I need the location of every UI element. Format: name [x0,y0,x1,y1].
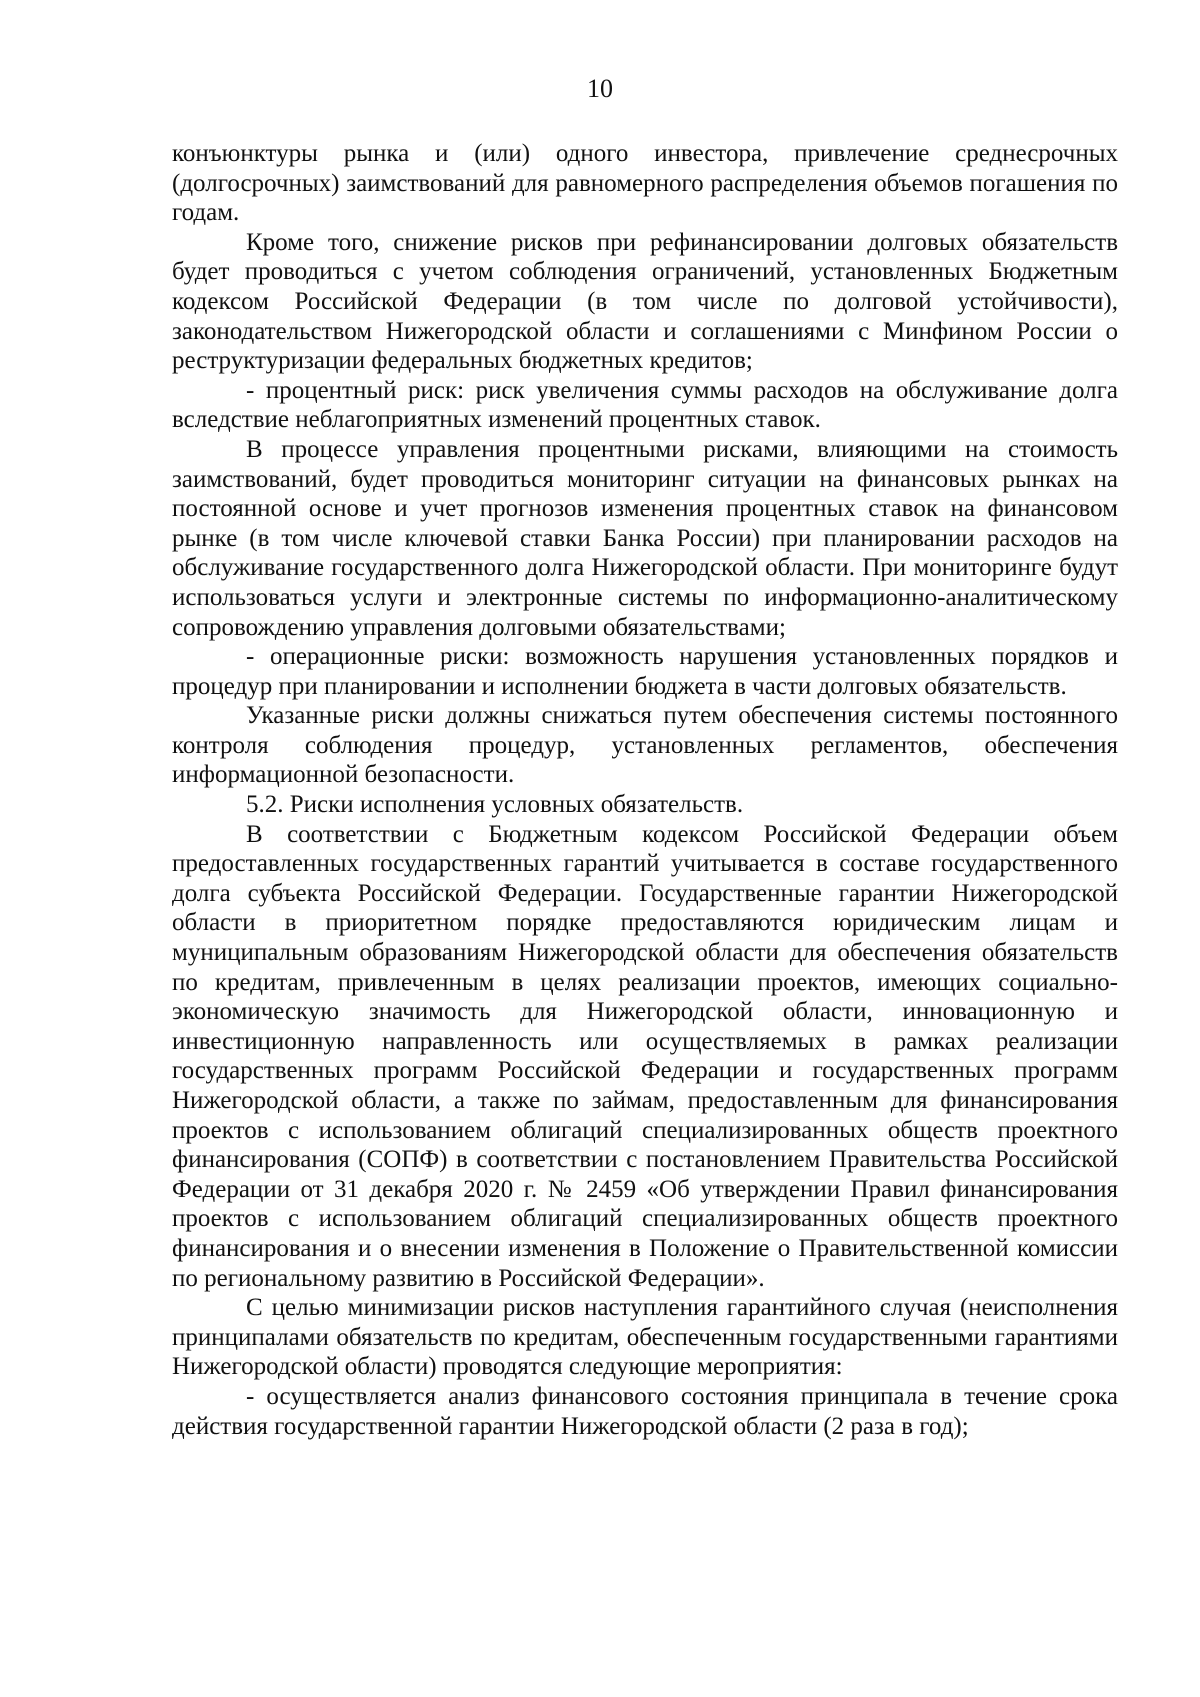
paragraph-guarantee-measures: С целью минимизации рисков наступления гарантийного случая (неисполнения принципалами обязательств по кредитам, обеспеченным государственными гарантиями Нижегородской области) проводятся следующие мероприятия: [172,1294,1118,1381]
paragraph-operational-risk: - операционные риски: возможность нарушения установленных порядков и процедур при планировании и исполнении бюджета в части долговых обязательств. [172,643,1118,700]
paragraph-continuation: конъюнктуры рынка и (или) одного инвестора, привлечение среднесрочных (долгосрочных) заимствований для равномерного распределения объемов погашения по годам. [172,140,1118,227]
paragraph-interest-risk-management: В процессе управления процентными рисками, влияющими на стоимость заимствований, будет проводиться мониторинг ситуации на финансовых рынках на постоянной основе и учет прогнозов изменения процентных ставок на финансовом рынке (в том числе ключевой ставки Банка России) при планировании расходов на обслуживание государственного долга Нижегородской области. При мониторинге будут использоваться услуги и электронные системы по информационно-аналитическому сопровождению управления долговыми обязательствами; [172,435,1118,641]
paragraph-state-guarantees: В соответствии с Бюджетным кодексом Российской Федерации объем предоставленных государственных гарантий учитывается в составе государственного долга субъекта Российской Федерации. Государственные гарантии Нижегородской области в приоритетном порядке предоставляются юридическим лицам и муниципальным образованиям Нижегородской области для обеспечения обязательств по кредитам, привлеченным в целях реализации проектов, имеющих социально-экономическую значимость для Нижегородской области, инновационную и инвестиционную направленность или осуществляемых в рамках реализации государственных программ Российской Федерации и государственных программ Нижегородской области, а также по займам, предоставленным для финансирования проектов с использованием облигаций специализированных обществ проектного финансирования (СОПФ) в соответствии с постановлением Правительства Российской Федерации от 31 декабря 2020 г. № 2459 «Об утверждении Правил финансирования проектов с использованием облигаций специализированных обществ проектного финансирования и о внесении изменения в Положение о Правительственной комиссии по региональному развитию в Российской Федерации». [172,820,1118,1292]
page-number: 10 [587,74,613,103]
paragraph-risk-mitigation: Указанные риски должны снижаться путем обеспечения системы постоянного контроля соблюдения процедур, установленных регламентов, обеспечения информационной безопасности. [172,702,1118,789]
paragraph-financial-analysis: - осуществляется анализ финансового состояния принципала в течение срока действия государственной гарантии Нижегородской области (2 раза в год); [172,1382,1118,1440]
document-body [172,139,1118,1441]
paragraph-interest-risk: - процентный риск: риск увеличения суммы расходов на обслуживание долга вследствие неблагоприятных изменений процентных ставок. [172,376,1118,434]
paragraph-refinancing-risk: Кроме того, снижение рисков при рефинансировании долговых обязательств будет проводиться с учетом соблюдения ограничений, установленных Бюджетным кодексом Российской Федерации (в том числе по долговой устойчивости), законодательством Нижегородской области и соглашениями с Минфином России о реструктуризации федеральных бюджетных кредитов; [172,228,1118,375]
section-heading-5-2: 5.2. Риски исполнения условных обязательств. [246,791,744,819]
